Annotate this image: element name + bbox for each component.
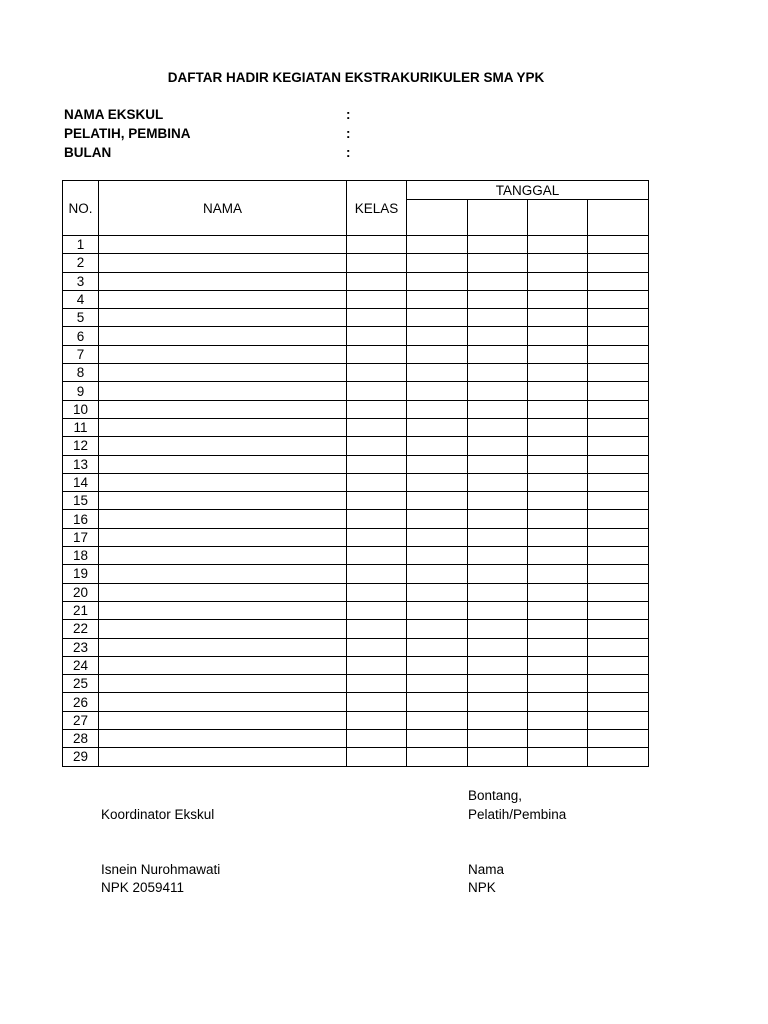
date-cell-3 xyxy=(528,400,588,418)
date-cell-2 xyxy=(468,656,528,674)
date-cell-2 xyxy=(468,748,528,766)
date-cell-4 xyxy=(588,327,649,345)
row-number: 7 xyxy=(63,345,99,363)
date-cell-1 xyxy=(407,675,468,693)
kelas-cell xyxy=(347,418,407,436)
kelas-cell xyxy=(347,327,407,345)
table-row xyxy=(63,492,649,510)
table-row xyxy=(63,400,649,418)
row-number: 4 xyxy=(63,290,99,308)
row-number: 26 xyxy=(63,693,99,711)
date-cell-1 xyxy=(407,693,468,711)
date-cell-4 xyxy=(588,272,649,290)
table-row xyxy=(63,455,649,473)
date-cell-1 xyxy=(407,638,468,656)
date-cell-4 xyxy=(588,675,649,693)
nama-cell xyxy=(99,473,347,491)
row-number: 25 xyxy=(63,675,99,693)
nama-cell xyxy=(99,400,347,418)
date-cell-3 xyxy=(528,583,588,601)
kelas-cell xyxy=(347,345,407,363)
nama-cell xyxy=(99,236,347,254)
date-cell-1 xyxy=(407,290,468,308)
date-cell-3 xyxy=(528,473,588,491)
nama-cell xyxy=(99,528,347,546)
date-cell-4 xyxy=(588,510,649,528)
kelas-cell xyxy=(347,638,407,656)
table-row xyxy=(63,730,649,748)
date-cell-3 xyxy=(528,601,588,619)
signature-right-name: Nama xyxy=(468,862,505,877)
attendance-table xyxy=(62,180,649,767)
table-row xyxy=(63,382,649,400)
nama-cell xyxy=(99,510,347,528)
date-cell-4 xyxy=(588,547,649,565)
nama-cell xyxy=(99,711,347,729)
date-cell-2 xyxy=(468,327,528,345)
row-number: 14 xyxy=(63,473,99,491)
date-cell-4 xyxy=(588,748,649,766)
date-cell-2 xyxy=(468,455,528,473)
date-column-2 xyxy=(468,200,528,236)
table-row xyxy=(63,693,649,711)
nama-cell xyxy=(99,290,347,308)
nama-cell xyxy=(99,583,347,601)
date-cell-1 xyxy=(407,510,468,528)
table-row xyxy=(63,309,649,327)
date-cell-1 xyxy=(407,455,468,473)
date-cell-4 xyxy=(588,492,649,510)
kelas-cell xyxy=(347,437,407,455)
date-cell-4 xyxy=(588,418,649,436)
date-cell-3 xyxy=(528,711,588,729)
row-number: 21 xyxy=(63,601,99,619)
date-cell-3 xyxy=(528,418,588,436)
table-row xyxy=(63,345,649,363)
date-cell-3 xyxy=(528,656,588,674)
row-number: 19 xyxy=(63,565,99,583)
date-cell-4 xyxy=(588,254,649,272)
table-row xyxy=(63,711,649,729)
date-cell-3 xyxy=(528,547,588,565)
nama-cell xyxy=(99,418,347,436)
field-colon-nama-ekskul: : xyxy=(346,107,351,122)
date-cell-3 xyxy=(528,254,588,272)
field-label-pelatih-pembina: PELATIH, PEMBINA xyxy=(64,126,191,141)
nama-cell xyxy=(99,345,347,363)
date-cell-2 xyxy=(468,400,528,418)
row-number: 10 xyxy=(63,400,99,418)
date-cell-1 xyxy=(407,601,468,619)
date-column-3 xyxy=(528,200,588,236)
row-number: 16 xyxy=(63,510,99,528)
date-cell-2 xyxy=(468,437,528,455)
table-row xyxy=(63,236,649,254)
date-cell-1 xyxy=(407,400,468,418)
row-number: 9 xyxy=(63,382,99,400)
nama-cell xyxy=(99,748,347,766)
kelas-cell xyxy=(347,290,407,308)
date-cell-1 xyxy=(407,565,468,583)
table-row xyxy=(63,583,649,601)
date-cell-2 xyxy=(468,565,528,583)
row-number: 27 xyxy=(63,711,99,729)
date-cell-2 xyxy=(468,290,528,308)
table-row xyxy=(63,656,649,674)
nama-cell xyxy=(99,601,347,619)
nama-cell xyxy=(99,547,347,565)
table-row xyxy=(63,565,649,583)
date-cell-4 xyxy=(588,455,649,473)
date-cell-2 xyxy=(468,730,528,748)
date-cell-1 xyxy=(407,583,468,601)
date-cell-3 xyxy=(528,620,588,638)
date-cell-1 xyxy=(407,254,468,272)
date-cell-2 xyxy=(468,254,528,272)
date-cell-3 xyxy=(528,309,588,327)
nama-cell xyxy=(99,437,347,455)
date-cell-4 xyxy=(588,400,649,418)
date-cell-3 xyxy=(528,455,588,473)
date-cell-3 xyxy=(528,638,588,656)
date-cell-1 xyxy=(407,418,468,436)
row-number: 3 xyxy=(63,272,99,290)
date-cell-2 xyxy=(468,382,528,400)
date-cell-2 xyxy=(468,345,528,363)
kelas-cell xyxy=(347,455,407,473)
date-cell-2 xyxy=(468,418,528,436)
date-cell-1 xyxy=(407,236,468,254)
signature-left-name: Isnein Nurohmawati xyxy=(101,862,221,877)
date-cell-4 xyxy=(588,345,649,363)
kelas-cell xyxy=(347,583,407,601)
date-cell-1 xyxy=(407,492,468,510)
signature-right-role: Pelatih/Pembina xyxy=(468,807,567,822)
date-cell-3 xyxy=(528,272,588,290)
date-cell-2 xyxy=(468,620,528,638)
table-row xyxy=(63,327,649,345)
date-cell-4 xyxy=(588,290,649,308)
date-cell-1 xyxy=(407,656,468,674)
date-cell-3 xyxy=(528,437,588,455)
nama-cell xyxy=(99,656,347,674)
row-number: 15 xyxy=(63,492,99,510)
kelas-cell xyxy=(347,364,407,382)
table-row xyxy=(63,620,649,638)
row-number: 22 xyxy=(63,620,99,638)
date-cell-3 xyxy=(528,290,588,308)
date-cell-1 xyxy=(407,528,468,546)
row-number: 23 xyxy=(63,638,99,656)
date-cell-4 xyxy=(588,309,649,327)
kelas-cell xyxy=(347,492,407,510)
row-number: 28 xyxy=(63,730,99,748)
row-number: 13 xyxy=(63,455,99,473)
nama-cell xyxy=(99,730,347,748)
table-row xyxy=(63,437,649,455)
table-row xyxy=(63,601,649,619)
date-cell-1 xyxy=(407,620,468,638)
date-cell-3 xyxy=(528,675,588,693)
kelas-cell xyxy=(347,473,407,491)
kelas-cell xyxy=(347,236,407,254)
date-cell-4 xyxy=(588,382,649,400)
date-cell-4 xyxy=(588,620,649,638)
table-row xyxy=(63,547,649,565)
signature-left-id: NPK 2059411 xyxy=(101,880,185,895)
header-tanggal: TANGGAL xyxy=(407,181,649,200)
date-cell-2 xyxy=(468,236,528,254)
table-row xyxy=(63,510,649,528)
date-cell-1 xyxy=(407,382,468,400)
kelas-cell xyxy=(347,711,407,729)
kelas-cell xyxy=(347,254,407,272)
date-cell-3 xyxy=(528,510,588,528)
row-number: 20 xyxy=(63,583,99,601)
kelas-cell xyxy=(347,565,407,583)
date-cell-1 xyxy=(407,547,468,565)
field-label-bulan: BULAN xyxy=(64,145,112,160)
kelas-cell xyxy=(347,601,407,619)
date-cell-1 xyxy=(407,748,468,766)
nama-cell xyxy=(99,492,347,510)
kelas-cell xyxy=(347,528,407,546)
row-number: 2 xyxy=(63,254,99,272)
table-row xyxy=(63,638,649,656)
kelas-cell xyxy=(347,656,407,674)
date-cell-1 xyxy=(407,345,468,363)
date-cell-4 xyxy=(588,565,649,583)
row-number: 11 xyxy=(63,418,99,436)
date-cell-2 xyxy=(468,547,528,565)
nama-cell xyxy=(99,309,347,327)
date-cell-3 xyxy=(528,528,588,546)
date-cell-3 xyxy=(528,236,588,254)
date-cell-4 xyxy=(588,693,649,711)
table-row xyxy=(63,364,649,382)
date-cell-3 xyxy=(528,565,588,583)
date-cell-2 xyxy=(468,528,528,546)
date-cell-1 xyxy=(407,364,468,382)
header-kelas: KELAS xyxy=(347,181,407,236)
date-cell-3 xyxy=(528,345,588,363)
date-column-1 xyxy=(407,200,468,236)
date-cell-4 xyxy=(588,711,649,729)
row-number: 17 xyxy=(63,528,99,546)
table-row xyxy=(63,418,649,436)
nama-cell xyxy=(99,382,347,400)
kelas-cell xyxy=(347,272,407,290)
date-cell-1 xyxy=(407,473,468,491)
row-number: 5 xyxy=(63,309,99,327)
row-number: 12 xyxy=(63,437,99,455)
date-cell-4 xyxy=(588,236,649,254)
date-cell-2 xyxy=(468,492,528,510)
nama-cell xyxy=(99,620,347,638)
date-cell-4 xyxy=(588,364,649,382)
date-cell-4 xyxy=(588,528,649,546)
table-row xyxy=(63,272,649,290)
header-no: NO. xyxy=(63,181,99,236)
nama-cell xyxy=(99,364,347,382)
date-column-4 xyxy=(588,200,649,236)
nama-cell xyxy=(99,455,347,473)
date-cell-3 xyxy=(528,382,588,400)
kelas-cell xyxy=(347,510,407,528)
date-cell-4 xyxy=(588,656,649,674)
nama-cell xyxy=(99,254,347,272)
nama-cell xyxy=(99,565,347,583)
date-cell-2 xyxy=(468,583,528,601)
row-number: 8 xyxy=(63,364,99,382)
date-cell-4 xyxy=(588,730,649,748)
table-row xyxy=(63,675,649,693)
date-cell-3 xyxy=(528,748,588,766)
kelas-cell xyxy=(347,693,407,711)
header-nama: NAMA xyxy=(99,181,347,236)
date-cell-3 xyxy=(528,364,588,382)
date-cell-2 xyxy=(468,364,528,382)
kelas-cell xyxy=(347,400,407,418)
date-cell-2 xyxy=(468,693,528,711)
date-cell-2 xyxy=(468,601,528,619)
signature-left-role: Koordinator Ekskul xyxy=(101,807,215,822)
date-cell-1 xyxy=(407,309,468,327)
table-row xyxy=(63,748,649,766)
table-row xyxy=(63,528,649,546)
nama-cell xyxy=(99,675,347,693)
signature-right-id: NPK xyxy=(468,880,496,895)
date-cell-3 xyxy=(528,730,588,748)
date-cell-2 xyxy=(468,711,528,729)
table-row xyxy=(63,254,649,272)
date-cell-2 xyxy=(468,272,528,290)
date-cell-3 xyxy=(528,492,588,510)
date-cell-2 xyxy=(468,473,528,491)
table-row xyxy=(63,290,649,308)
document-title: DAFTAR HADIR KEGIATAN EKSTRAKURIKULER SMA YPK xyxy=(167,70,545,85)
table-row xyxy=(63,473,649,491)
date-cell-3 xyxy=(528,327,588,345)
date-cell-2 xyxy=(468,309,528,327)
row-number: 1 xyxy=(63,236,99,254)
row-number: 18 xyxy=(63,547,99,565)
date-cell-4 xyxy=(588,437,649,455)
nama-cell xyxy=(99,693,347,711)
field-label-nama-ekskul: NAMA EKSKUL xyxy=(64,107,164,122)
date-cell-4 xyxy=(588,473,649,491)
kelas-cell xyxy=(347,382,407,400)
row-number: 24 xyxy=(63,656,99,674)
date-cell-1 xyxy=(407,730,468,748)
kelas-cell xyxy=(347,620,407,638)
date-cell-4 xyxy=(588,583,649,601)
field-colon-bulan: : xyxy=(346,145,351,160)
date-cell-1 xyxy=(407,711,468,729)
date-cell-2 xyxy=(468,510,528,528)
kelas-cell xyxy=(347,748,407,766)
date-cell-2 xyxy=(468,638,528,656)
date-cell-1 xyxy=(407,327,468,345)
date-cell-1 xyxy=(407,437,468,455)
nama-cell xyxy=(99,327,347,345)
nama-cell xyxy=(99,272,347,290)
kelas-cell xyxy=(347,309,407,327)
date-cell-4 xyxy=(588,638,649,656)
row-number: 6 xyxy=(63,327,99,345)
field-colon-pelatih-pembina: : xyxy=(346,126,351,141)
nama-cell xyxy=(99,638,347,656)
date-cell-2 xyxy=(468,675,528,693)
date-cell-1 xyxy=(407,272,468,290)
row-number: 29 xyxy=(63,748,99,766)
signature-right-place: Bontang, xyxy=(468,788,523,803)
kelas-cell xyxy=(347,675,407,693)
date-cell-3 xyxy=(528,693,588,711)
kelas-cell xyxy=(347,730,407,748)
kelas-cell xyxy=(347,547,407,565)
date-cell-4 xyxy=(588,601,649,619)
